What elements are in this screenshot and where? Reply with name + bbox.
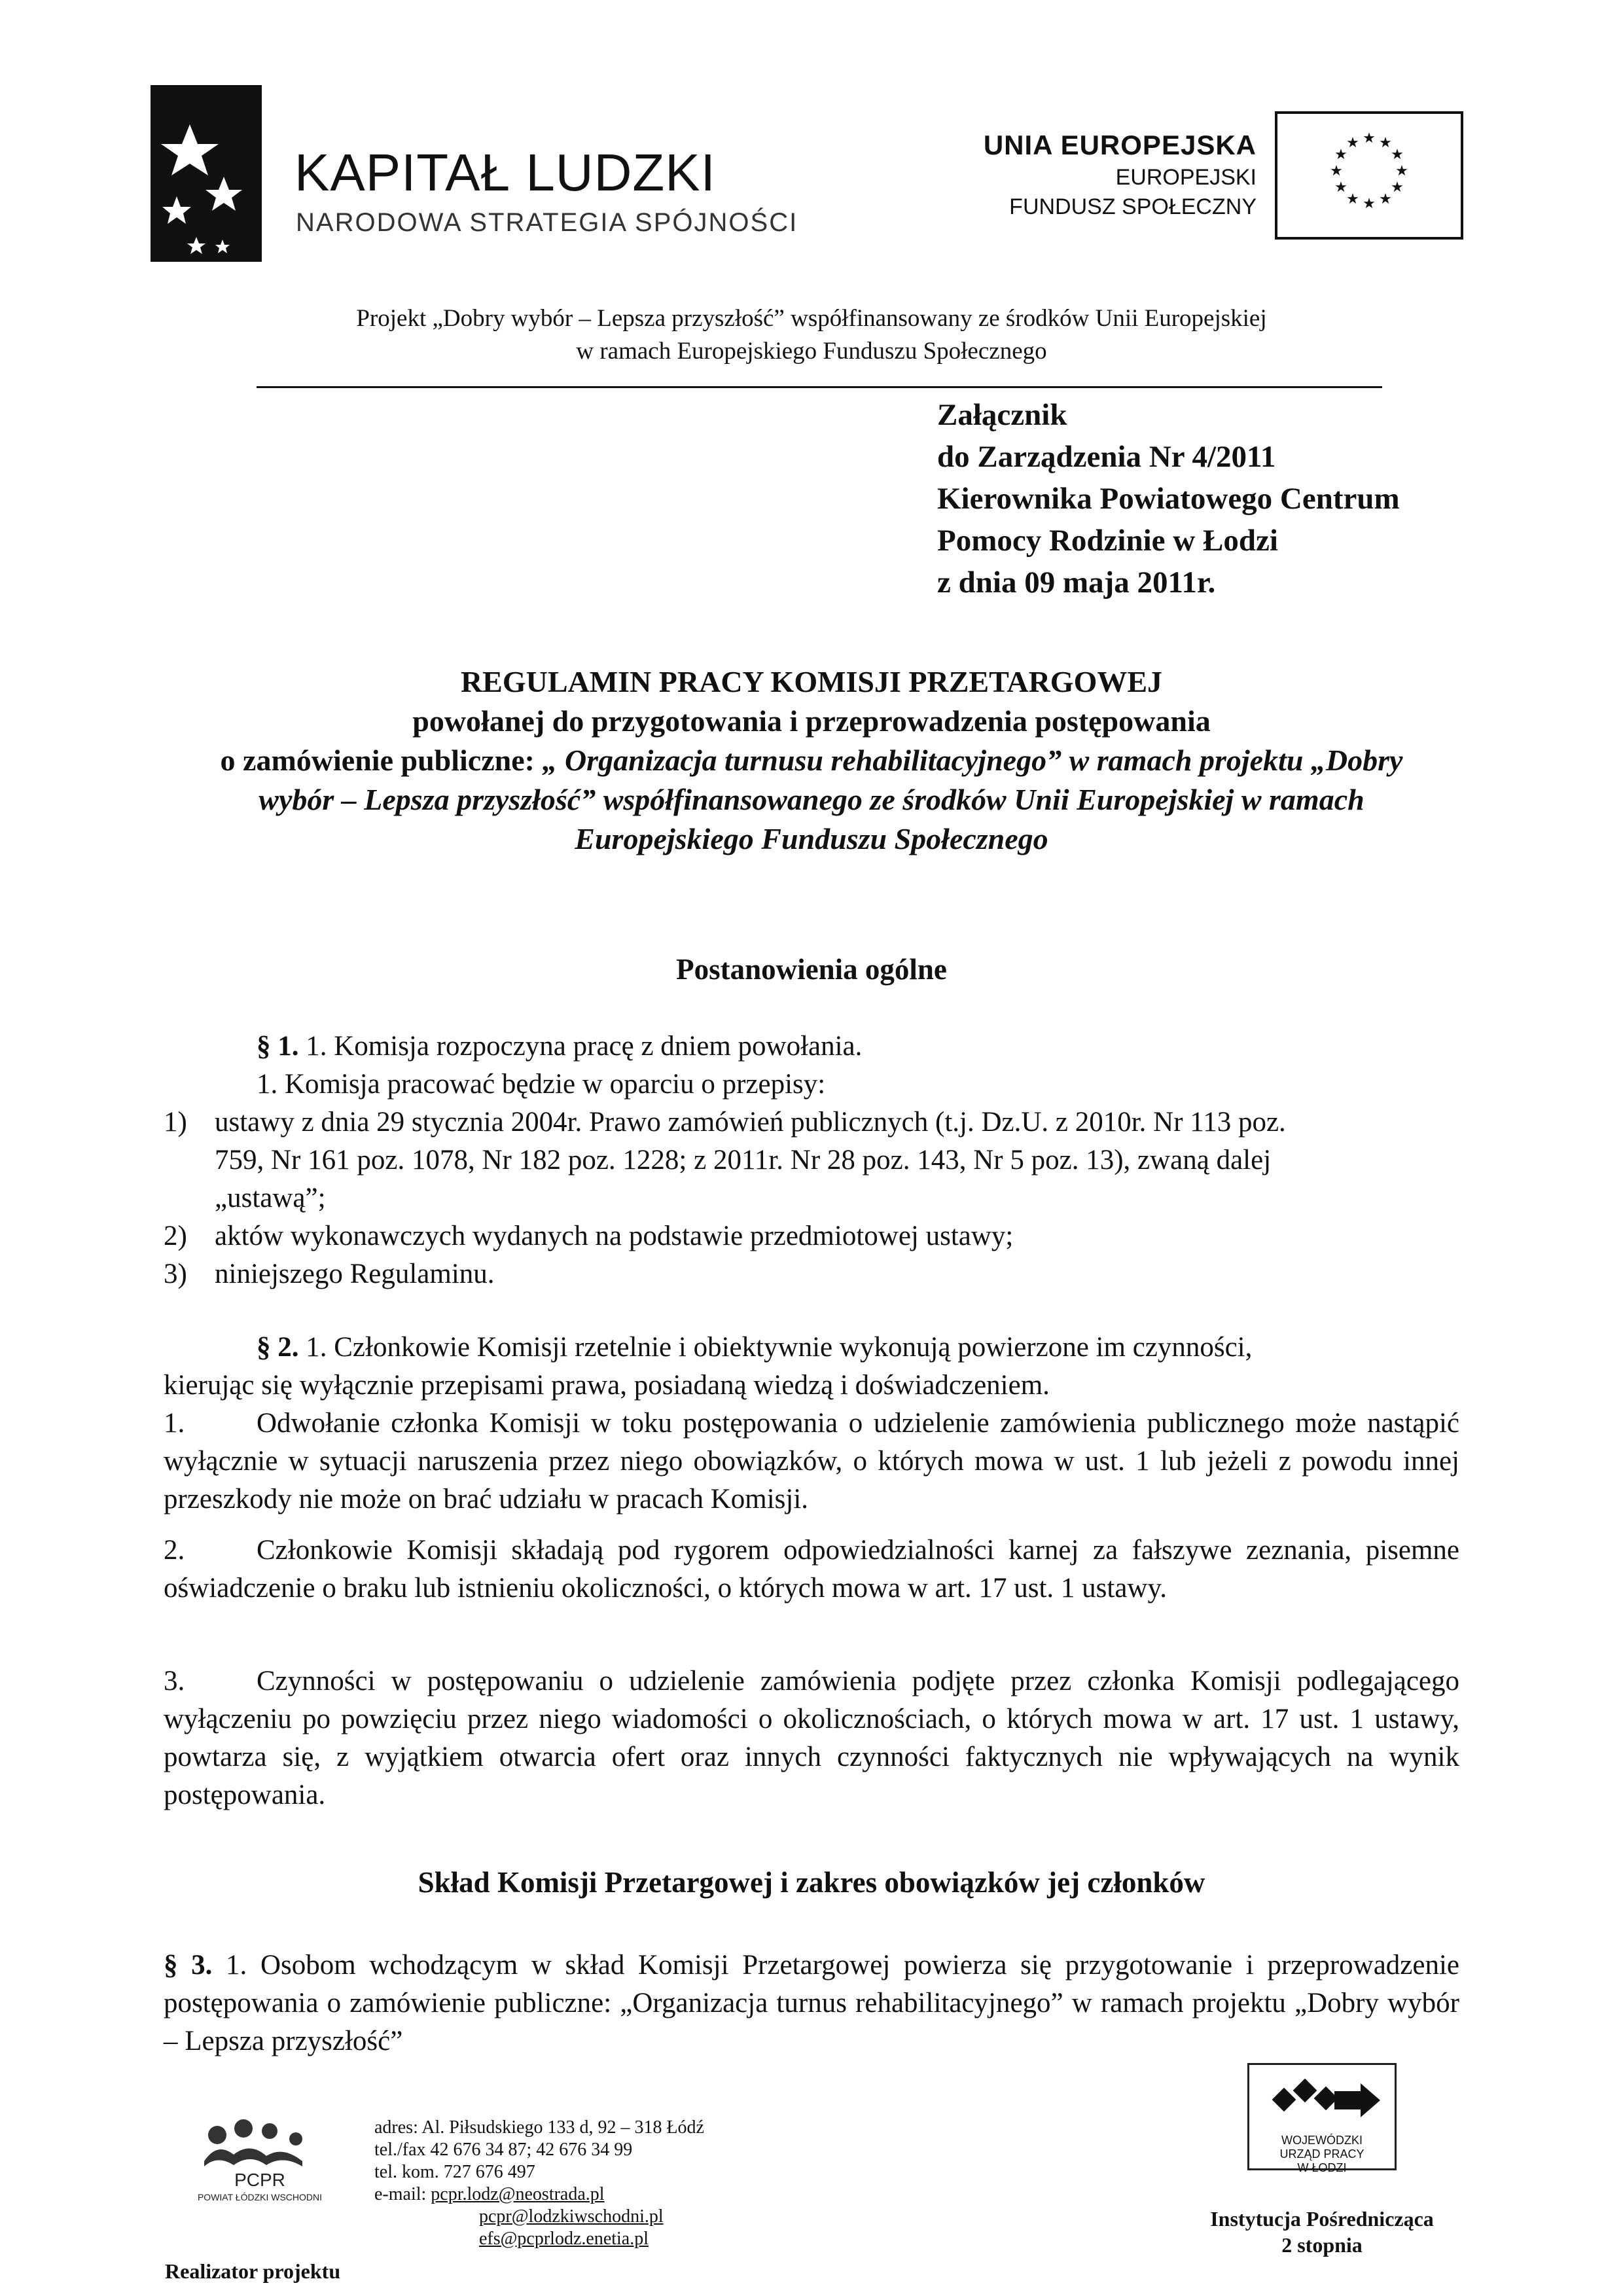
list-item-1-line3: „ustawą”; [215,1183,326,1213]
list-number-2: 2) [164,1221,187,1251]
project-line-2: w ramach Europejskiego Funduszu Społecznego [576,338,1047,365]
title-line3-plain: o zamówienie publiczne: [220,744,543,777]
paragraph-mark-2: § 2. [257,1332,299,1363]
wup-line3: W ŁODZI [1297,2161,1347,2174]
pcpr-logo-sub: POWIAT ŁÓDZKI WSCHODNI [197,2192,323,2202]
list-item-1-line1: ustawy z dnia 29 stycznia 2004r. Prawo zamówień publicznych (t.j. Dz.U. z 2010r. Nr 113 poz. [215,1107,1286,1138]
wup-line1: WOJEWÓDZKI [1281,2134,1363,2147]
paragraph-2-3-number: 2. [164,1535,185,1566]
list-item-2: aktów wykonawczych wydanych na podstawie przedmiotowej ustawy; [215,1221,1014,1251]
project-line-1: Projekt „Dobry wybór – Lepsza przyszłość” współfinansowany ze środków Unii Europejskiej [356,305,1267,332]
annex-line3: Kierownika Powiatowego Centrum [937,482,1400,516]
list-item-3: niniejszego Regulaminu. [215,1259,495,1289]
paragraph-mark-3: § 3. [164,1950,213,1981]
title-line3-italic: „ Organizacja turnusu rehabilitacyjnego” w ramach projektu „Dobry [542,744,1403,777]
eu-stars-icon [1277,114,1461,237]
paragraph-2-1 [257,1329,1252,1367]
footer-address [374,2117,704,2250]
paragraph-2-1-line2: kierując się wyłącznie przepisami prawa, posiadaną wiedzą i doświadczeniem. [164,1370,1050,1401]
list-number-3: 3) [164,1259,187,1289]
svg-text:★: ★ [1391,147,1404,163]
paragraph-1-1-text: 1. Komisja rozpoczyna pracę z dniem powołania. [298,1031,863,1062]
paragraph-2-2: Odwołanie członka Komisji w toku postępowania o udzielenie zamówienia publicznego może nastąpić wyłącznie w sytuacji naruszenia przez niego obowiązków, o których mowa w ust. 1 lub jeżeli z powodu innej przeszkody nie może on brać udziału w pracach Komisji. [164,1408,1459,1515]
email-link-2[interactable]: pcpr@lodzkiwschodni.pl [479,2206,664,2227]
intermediate-institution [1191,2206,1453,2258]
header-divider [257,386,1382,388]
address-line3: tel. kom. 727 676 497 [374,2162,535,2182]
svg-text:★: ★ [1334,179,1347,196]
document-title [170,662,1453,859]
paragraph-3-1-text: 1. Osobom wchodzącym w skład Komisji Przetargowej powierza się przygotowanie i przeprowadzenie postępowania o zamówienie publiczne: „Organizacja turnus rehabilitacyjnego” w ramach projektu „Dobry wybór – Lepsza przyszłość” [164,1950,1459,2056]
svg-text:★: ★ [1363,130,1376,147]
address-line4 [374,2183,704,2206]
address-line2: tel./fax 42 676 34 87; 42 676 34 99 [374,2140,633,2160]
eu-flag [1275,111,1463,240]
paragraph-2-2-number: 1. [164,1408,185,1439]
paragraph-2-3: Członkowie Komisji składają pod rygorem odpowiedzialności karnej za fałszywe zeznania, pisemne oświadczenie o braku lub istnieniu okoliczności, o których mowa w art. 17 ust. 1 ustawy. [164,1535,1459,1604]
wup-line2: URZĄD PRACY [1279,2147,1364,2161]
section-heading-general: Postanowienia ogólne [676,953,947,986]
title-line5: Europejskiego Funduszu Społecznego [575,822,1048,855]
svg-text:★: ★ [1346,191,1359,207]
paragraph-2-4-number: 3. [164,1666,185,1696]
paragraph-1-2: 1. Komisja pracować będzie w oparciu o przepisy: [257,1069,826,1100]
institution-line2: 2 stopnia [1281,2233,1363,2257]
pcpr-logo-text: PCPR [234,2170,285,2190]
title-line4: wybór – Lepsza przyszłość” współfinansowanego ze środków Unii Europejskiej w ramach [259,783,1364,816]
svg-text:★: ★ [1346,135,1359,151]
email-link-3[interactable]: efs@pcprlodz.enetia.pl [479,2229,649,2249]
section-heading-composition: Skład Komisji Przetargowej i zakres obowiązków jej członków [418,1866,1205,1899]
svg-text:★: ★ [1379,191,1392,207]
project-line [196,302,1427,368]
annex-line2: do Zarządzenia Nr 4/2011 [937,440,1276,474]
paragraph-2-4: Czynności w postępowaniu o udzielenie zamówienia podjęte przez członka Komisji podlegającego wyłączeniu po powzięciu przez niego wiadomości o okolicznościach, o których mowa w art. 17 ust. 1 ustawy, powtarza się, z wyjątkiem otwarcia ofert oraz innych czynności faktycznych nie wpływających na wynik postępowania. [164,1666,1459,1810]
list-item-1-line2: 759, Nr 161 poz. 1078, Nr 182 poz. 1228; z 2011r. Nr 28 poz. 143, Nr 5 poz. 13), zwaną dalej [215,1145,1272,1175]
pcpr-logo [171,2102,348,2204]
eu-line1: UNIA EUROPEJSKA [983,130,1257,160]
eu-line2: EUROPEJSKI [1115,165,1257,190]
svg-text:★: ★ [1363,196,1376,212]
kapital-ludzki-logo [151,85,262,262]
annex-line1: Załącznik [937,398,1067,432]
star-logo-icon [151,85,262,262]
address-line1: adres: Al. Piłsudskiego 133 d, 92 – 318 Łódź [374,2117,704,2138]
realizator-label: Realizator projektu [165,2259,341,2283]
title-line3 [170,741,1453,780]
email-label: e-mail: [374,2184,431,2204]
title-line2: powołanej do przygotowania i przeprowadzenia postępowania [412,704,1211,738]
title-line1: REGULAMIN PRACY KOMISJI PRZETARGOWEJ [460,665,1163,698]
email-link-1[interactable]: pcpr.lodz@neostrada.pl [431,2184,605,2204]
annex-line5: z dnia 09 maja 2011r. [937,565,1216,600]
wup-arrow-icon [1249,2065,1395,2130]
kapital-ludzki-subtitle: NARODOWA STRATEGIA SPÓJNOŚCI [296,208,798,237]
annex-line4: Pomocy Rodzinie w Łodzi [937,524,1278,558]
wup-logo [1247,2063,1397,2174]
eu-label [982,130,1257,220]
kapital-ludzki-title: KAPITAŁ LUDZKI [294,143,716,202]
paragraph-2-1-text: 1. Członkowie Komisji rzetelnie i obiektywnie wykonują powierzone im czynności, [298,1332,1253,1363]
paragraph-1-1 [257,1028,862,1066]
institution-line1: Instytucja Pośrednicząca [1210,2207,1434,2231]
paragraph-3-1 [164,1946,1459,2060]
svg-text:★: ★ [1334,147,1347,163]
list-number-1: 1) [164,1107,187,1138]
eu-line3: FUNDUSZ SPOŁECZNY [1009,194,1257,219]
svg-text:★: ★ [1379,135,1392,151]
svg-text:★: ★ [1330,163,1343,179]
svg-text:★: ★ [1395,163,1408,179]
annex-block [937,394,1400,603]
pcpr-figures-icon [171,2102,348,2204]
paragraph-mark-1: § 1. [257,1031,299,1062]
svg-text:★: ★ [1391,179,1404,196]
